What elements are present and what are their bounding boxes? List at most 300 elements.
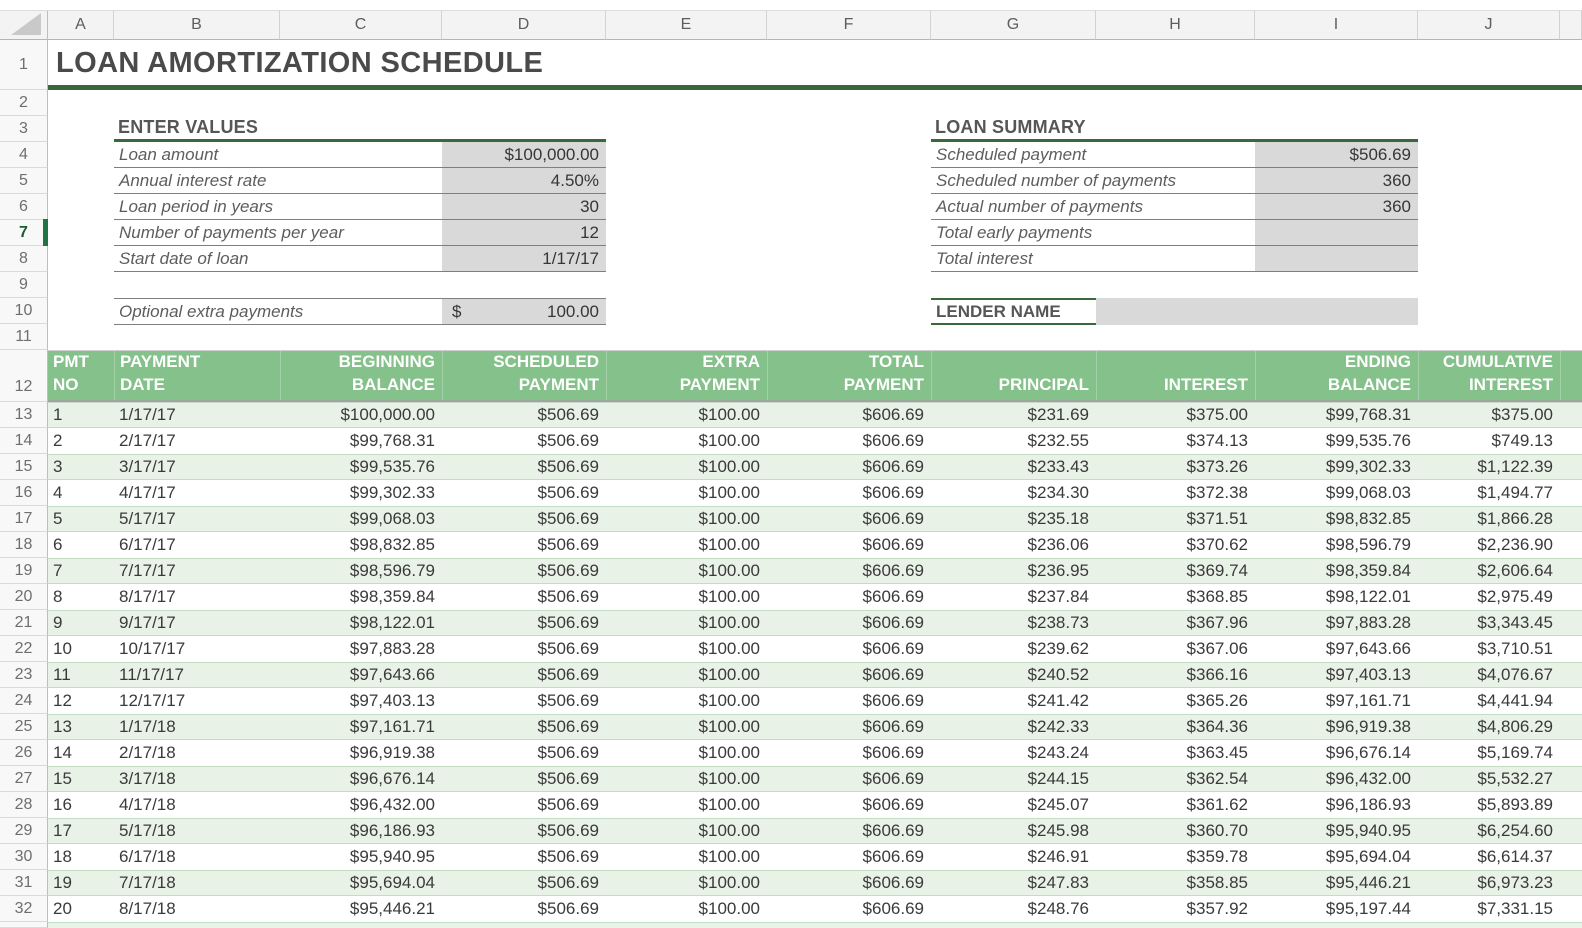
schedule-cell[interactable]: $97,883.28 <box>1325 613 1411 632</box>
loan-summary-label[interactable]: Total interest <box>936 248 1033 268</box>
form-row <box>931 142 1418 168</box>
schedule-cell[interactable]: $606.69 <box>862 743 924 762</box>
schedule-cell[interactable]: $96,432.00 <box>349 795 435 814</box>
schedule-cell[interactable]: $100.00 <box>698 405 760 424</box>
schedule-cell[interactable]: 14 <box>53 743 72 762</box>
column-header-E[interactable]: E <box>606 11 767 40</box>
row-header-11[interactable]: 11 <box>0 324 48 350</box>
schedule-cell[interactable]: $100.00 <box>698 873 760 892</box>
row-header-13[interactable]: 13 <box>0 402 48 428</box>
schedule-cell[interactable]: 4/17/18 <box>119 795 176 814</box>
schedule-cell[interactable]: 12 <box>53 691 72 710</box>
schedule-cell[interactable]: 3/17/17 <box>119 457 176 476</box>
schedule-cell[interactable]: 17 <box>53 821 72 840</box>
schedule-cell[interactable]: $367.06 <box>1186 639 1248 658</box>
schedule-cell[interactable]: $95,694.04 <box>1325 847 1411 866</box>
schedule-cell[interactable]: $98,832.85 <box>349 535 435 554</box>
schedule-cell[interactable]: $606.69 <box>862 639 924 658</box>
schedule-cell[interactable]: $5,169.74 <box>1477 743 1553 762</box>
row-header-26[interactable]: 26 <box>0 740 48 766</box>
schedule-cell[interactable]: $360.70 <box>1186 821 1248 840</box>
schedule-cell[interactable]: $95,197.44 <box>1325 899 1411 918</box>
schedule-cell[interactable]: $606.69 <box>862 613 924 632</box>
schedule-cell[interactable]: $98,359.84 <box>1325 561 1411 580</box>
schedule-cell[interactable]: $100.00 <box>698 535 760 554</box>
loan-summary-value[interactable]: 360 <box>1255 168 1418 193</box>
schedule-cell[interactable]: $357.92 <box>1186 899 1248 918</box>
schedule-cell[interactable]: 13 <box>53 717 72 736</box>
schedule-cell[interactable]: $506.69 <box>537 457 599 476</box>
schedule-column-header[interactable] <box>114 351 280 400</box>
row-header-7[interactable]: 7 <box>0 220 48 246</box>
schedule-cell[interactable]: $95,694.04 <box>349 873 435 892</box>
schedule-cell[interactable]: $100.00 <box>698 717 760 736</box>
lender-name-input[interactable] <box>1096 298 1418 325</box>
schedule-cell[interactable]: $98,359.84 <box>349 587 435 606</box>
schedule-cell[interactable]: $241.42 <box>1027 691 1089 710</box>
row-header-21[interactable]: 21 <box>0 610 48 636</box>
form-row <box>114 246 606 272</box>
schedule-cell[interactable]: $233.43 <box>1027 457 1089 476</box>
row-header-4[interactable]: 4 <box>0 142 48 168</box>
schedule-cell[interactable]: $100,000.00 <box>340 405 435 424</box>
schedule-cell[interactable]: 8/17/18 <box>119 899 176 918</box>
schedule-cell[interactable]: $247.83 <box>1027 873 1089 892</box>
schedule-cell[interactable]: $506.69 <box>537 509 599 528</box>
schedule-cell[interactable]: 9 <box>53 613 63 632</box>
schedule-cell[interactable]: $6,614.37 <box>1477 847 1553 866</box>
schedule-cell[interactable]: 12/17/17 <box>119 691 186 710</box>
enter-values-label[interactable]: Number of payments per year <box>119 222 344 242</box>
schedule-row <box>48 636 1582 662</box>
schedule-cell[interactable]: $100.00 <box>698 509 760 528</box>
schedule-cell[interactable]: $606.69 <box>862 587 924 606</box>
row-header-16[interactable]: 16 <box>0 480 48 506</box>
schedule-cell[interactable]: $606.69 <box>862 691 924 710</box>
schedule-row <box>48 610 1582 636</box>
schedule-cell[interactable]: $364.36 <box>1186 717 1248 736</box>
schedule-cell[interactable]: $98,832.85 <box>1325 509 1411 528</box>
schedule-cell[interactable]: $606.69 <box>862 431 924 450</box>
schedule-cell[interactable]: $506.69 <box>537 483 599 502</box>
schedule-column-header[interactable] <box>48 351 114 400</box>
schedule-cell[interactable]: $368.85 <box>1186 587 1248 606</box>
loan-summary-label[interactable]: Actual number of payments <box>936 196 1143 216</box>
schedule-cell[interactable]: $97,883.28 <box>349 639 435 658</box>
schedule-cell[interactable]: $239.62 <box>1027 639 1089 658</box>
schedule-cell[interactable]: $372.38 <box>1186 483 1248 502</box>
schedule-cell[interactable]: $96,919.38 <box>1325 717 1411 736</box>
schedule-cell[interactable]: $6,254.60 <box>1477 821 1553 840</box>
schedule-cell[interactable]: $369.74 <box>1186 561 1248 580</box>
schedule-cell[interactable]: $606.69 <box>862 561 924 580</box>
optional-extra-payments-input[interactable] <box>442 299 606 324</box>
schedule-cell[interactable]: $7,331.15 <box>1477 899 1553 918</box>
loan-summary-label[interactable]: Total early payments <box>936 222 1093 242</box>
schedule-cell[interactable]: $606.69 <box>862 483 924 502</box>
row-header-23[interactable]: 23 <box>0 662 48 688</box>
schedule-cell[interactable]: 2/17/17 <box>119 431 176 450</box>
schedule-cell[interactable]: 4/17/17 <box>119 483 176 502</box>
row-header-22[interactable]: 22 <box>0 636 48 662</box>
column-header-C[interactable]: C <box>280 11 442 40</box>
schedule-cell[interactable]: $245.07 <box>1027 795 1089 814</box>
schedule-cell[interactable]: $5,893.89 <box>1477 795 1553 814</box>
schedule-cell[interactable]: $749.13 <box>1491 431 1553 450</box>
schedule-cell[interactable]: 4 <box>53 483 63 502</box>
schedule-cell[interactable]: $97,643.66 <box>349 665 435 684</box>
schedule-cell[interactable]: 16 <box>53 795 72 814</box>
schedule-cell[interactable]: $2,606.64 <box>1477 561 1553 580</box>
schedule-cell[interactable]: 19 <box>53 873 72 892</box>
schedule-cell[interactable]: $98,122.01 <box>349 613 435 632</box>
schedule-column-header[interactable] <box>1096 351 1255 400</box>
enter-values-label[interactable]: Annual interest rate <box>119 170 267 190</box>
schedule-cell[interactable]: $96,432.00 <box>1325 769 1411 788</box>
schedule-cell[interactable]: $97,403.13 <box>349 691 435 710</box>
schedule-cell[interactable]: $96,676.14 <box>349 769 435 788</box>
schedule-cell[interactable]: $4,441.94 <box>1477 691 1553 710</box>
schedule-cell-partial <box>1560 792 1582 818</box>
schedule-cell[interactable]: $365.26 <box>1186 691 1248 710</box>
form-row <box>931 246 1418 272</box>
schedule-column-header[interactable] <box>442 351 606 400</box>
schedule-cell[interactable]: $366.16 <box>1186 665 1248 684</box>
schedule-cell[interactable]: $2,975.49 <box>1477 587 1553 606</box>
row-header-1[interactable]: 1 <box>0 40 48 90</box>
header-line1: EXTRA <box>702 352 760 372</box>
schedule-row <box>48 896 1582 922</box>
enter-values-value[interactable]: 1/17/17 <box>442 246 606 271</box>
schedule-cell[interactable]: $100.00 <box>698 561 760 580</box>
schedule-cell[interactable]: $1,122.39 <box>1477 457 1553 476</box>
schedule-cell[interactable]: $100.00 <box>698 483 760 502</box>
schedule-cell[interactable]: $99,302.33 <box>1325 457 1411 476</box>
schedule-cell[interactable]: $506.69 <box>537 665 599 684</box>
row-header-30[interactable]: 30 <box>0 844 48 870</box>
row-header-17[interactable]: 17 <box>0 506 48 532</box>
schedule-cell[interactable]: $606.69 <box>862 457 924 476</box>
title-underline <box>48 85 1582 90</box>
row-header-3[interactable]: 3 <box>0 116 48 142</box>
schedule-cell[interactable]: 3/17/18 <box>119 769 176 788</box>
schedule-cell[interactable]: $606.69 <box>862 405 924 424</box>
column-header-partial[interactable] <box>1560 11 1582 40</box>
schedule-column-header[interactable] <box>931 351 1096 400</box>
schedule-cell[interactable]: $235.18 <box>1027 509 1089 528</box>
schedule-cell[interactable]: 1/17/18 <box>119 717 176 736</box>
schedule-cell[interactable]: 11 <box>53 665 71 684</box>
select-all-triangle-icon <box>5 11 45 37</box>
schedule-cell[interactable]: $3,710.51 <box>1477 639 1553 658</box>
schedule-cell[interactable]: 1/17/17 <box>119 405 176 424</box>
row-header-14[interactable]: 14 <box>0 428 48 454</box>
schedule-cell[interactable]: $240.52 <box>1027 665 1089 684</box>
enter-values-heading[interactable]: ENTER VALUES <box>114 116 606 142</box>
schedule-cell[interactable]: $2,236.90 <box>1477 535 1553 554</box>
schedule-cell[interactable]: $606.69 <box>862 795 924 814</box>
schedule-cell[interactable]: $506.69 <box>537 691 599 710</box>
header-line1: TOTAL <box>868 352 924 372</box>
schedule-cell[interactable]: $5,532.27 <box>1477 769 1553 788</box>
schedule-cell[interactable]: $100.00 <box>698 639 760 658</box>
enter-values-value[interactable]: 12 <box>442 220 606 245</box>
schedule-cell[interactable]: 15 <box>53 769 72 788</box>
enter-values-value[interactable]: $100,000.00 <box>442 142 606 167</box>
schedule-cell[interactable]: $358.85 <box>1186 873 1248 892</box>
schedule-cell[interactable]: $4,076.67 <box>1477 665 1553 684</box>
schedule-cell[interactable]: $100.00 <box>698 847 760 866</box>
loan-summary-heading[interactable]: LOAN SUMMARY <box>931 116 1418 142</box>
schedule-cell[interactable]: 11/17/17 <box>119 665 184 684</box>
row-header-20[interactable]: 20 <box>0 584 48 610</box>
schedule-cell[interactable]: $97,403.13 <box>1325 665 1411 684</box>
schedule-cell[interactable]: $95,940.95 <box>1325 821 1411 840</box>
schedule-cell[interactable]: $246.91 <box>1027 847 1089 866</box>
row-header-12[interactable]: 12 <box>0 350 48 402</box>
column-header-H[interactable]: H <box>1096 11 1255 40</box>
schedule-cell[interactable]: $96,186.93 <box>1325 795 1411 814</box>
schedule-column-header[interactable] <box>1418 351 1560 400</box>
schedule-cell[interactable]: $506.69 <box>537 405 599 424</box>
schedule-cell[interactable]: $95,940.95 <box>349 847 435 866</box>
row-header-15[interactable]: 15 <box>0 454 48 480</box>
schedule-cell[interactable]: $99,068.03 <box>1325 483 1411 502</box>
row-header-25[interactable]: 25 <box>0 714 48 740</box>
schedule-cell-partial <box>1560 662 1582 688</box>
row-header-19[interactable]: 19 <box>0 558 48 584</box>
schedule-cell[interactable]: $506.69 <box>537 717 599 736</box>
sheet-title[interactable]: LOAN AMORTIZATION SCHEDULE <box>56 46 544 79</box>
schedule-cell[interactable]: $373.26 <box>1186 457 1248 476</box>
schedule-cell[interactable]: $367.96 <box>1186 613 1248 632</box>
row-header-29[interactable]: 29 <box>0 818 48 844</box>
schedule-cell[interactable]: $100.00 <box>698 431 760 450</box>
schedule-cell[interactable]: 7/17/17 <box>119 561 176 580</box>
schedule-cell[interactable]: $236.06 <box>1027 535 1089 554</box>
schedule-cell[interactable]: 9/17/17 <box>119 613 176 632</box>
enter-values-label[interactable]: Start date of loan <box>119 248 249 268</box>
row-header-6[interactable]: 6 <box>0 194 48 220</box>
schedule-cell[interactable]: $362.54 <box>1186 769 1248 788</box>
schedule-cell[interactable]: $99,768.31 <box>1325 405 1411 424</box>
schedule-cell[interactable]: 10 <box>53 639 72 658</box>
schedule-cell[interactable]: $361.62 <box>1186 795 1248 814</box>
schedule-cell[interactable]: $506.69 <box>537 613 599 632</box>
schedule-cell[interactable]: $506.69 <box>537 561 599 580</box>
schedule-cell[interactable]: $606.69 <box>862 821 924 840</box>
enter-values-value[interactable]: 4.50% <box>442 168 606 193</box>
schedule-cell[interactable]: $99,068.03 <box>349 509 435 528</box>
schedule-cell[interactable]: $97,161.71 <box>349 717 435 736</box>
schedule-cell[interactable]: $243.24 <box>1027 743 1089 762</box>
schedule-cell[interactable]: $245.98 <box>1027 821 1089 840</box>
schedule-cell[interactable]: $98,122.01 <box>1325 587 1411 606</box>
header-line1: SCHEDULED <box>493 352 599 372</box>
schedule-cell[interactable]: $606.69 <box>862 535 924 554</box>
form-row <box>114 142 606 168</box>
schedule-cell[interactable]: $506.69 <box>537 795 599 814</box>
column-header-I[interactable]: I <box>1255 11 1418 40</box>
schedule-cell[interactable]: $238.73 <box>1027 613 1089 632</box>
schedule-cell[interactable]: $97,643.66 <box>1325 639 1411 658</box>
row-header-5[interactable]: 5 <box>0 168 48 194</box>
schedule-cell[interactable]: $371.51 <box>1186 509 1248 528</box>
schedule-cell[interactable]: $96,919.38 <box>349 743 435 762</box>
schedule-cell[interactable]: $506.69 <box>537 821 599 840</box>
schedule-cell[interactable]: $1,494.77 <box>1477 483 1553 502</box>
schedule-cell[interactable]: $370.62 <box>1186 535 1248 554</box>
schedule-cell[interactable]: $100.00 <box>698 613 760 632</box>
schedule-cell[interactable]: $606.69 <box>862 769 924 788</box>
schedule-column-header[interactable] <box>1255 351 1418 400</box>
schedule-cell[interactable]: 8/17/17 <box>119 587 176 606</box>
schedule-cell[interactable]: $97,161.71 <box>1325 691 1411 710</box>
enter-values-label[interactable]: Loan period in years <box>119 196 274 216</box>
loan-summary-label[interactable]: Scheduled number of payments <box>936 170 1177 190</box>
select-all-corner[interactable] <box>0 11 48 40</box>
schedule-column-header[interactable] <box>606 351 767 400</box>
schedule-cell[interactable]: $506.69 <box>537 743 599 762</box>
column-header-J[interactable]: J <box>1418 11 1560 40</box>
schedule-cell[interactable]: $99,768.31 <box>349 431 435 450</box>
column-header-G[interactable]: G <box>931 11 1096 40</box>
schedule-cell[interactable]: $95,446.21 <box>349 899 435 918</box>
schedule-cell[interactable]: $98,596.79 <box>1325 535 1411 554</box>
schedule-cell[interactable]: 2/17/18 <box>119 743 176 762</box>
schedule-cell[interactable]: 1 <box>53 405 63 424</box>
row-header-8[interactable]: 8 <box>0 246 48 272</box>
schedule-cell[interactable]: $606.69 <box>862 665 924 684</box>
schedule-column-header[interactable] <box>767 351 931 400</box>
header-line2: BALANCE <box>1327 374 1411 394</box>
schedule-cell[interactable]: $6,973.23 <box>1477 873 1553 892</box>
schedule-cell[interactable]: $606.69 <box>862 899 924 918</box>
schedule-cell[interactable]: $506.69 <box>537 769 599 788</box>
schedule-cell[interactable]: 5/17/17 <box>119 509 176 528</box>
schedule-cell[interactable]: $606.69 <box>862 509 924 528</box>
schedule-cell[interactable]: $100.00 <box>698 821 760 840</box>
schedule-cell[interactable]: $506.69 <box>537 873 599 892</box>
schedule-cell[interactable]: $237.84 <box>1027 587 1089 606</box>
schedule-cell[interactable]: $606.69 <box>862 717 924 736</box>
row-header-9[interactable]: 9 <box>0 272 48 298</box>
schedule-cell[interactable]: $100.00 <box>698 899 760 918</box>
schedule-cell[interactable]: $506.69 <box>537 899 599 918</box>
header-line2: BALANCE <box>351 374 435 394</box>
schedule-cell[interactable]: $98,596.79 <box>349 561 435 580</box>
schedule-cell[interactable]: $242.33 <box>1027 717 1089 736</box>
schedule-cell[interactable]: $506.69 <box>537 431 599 450</box>
schedule-cell[interactable]: $374.13 <box>1186 431 1248 450</box>
schedule-cell[interactable]: $96,676.14 <box>1325 743 1411 762</box>
schedule-cell[interactable]: 7/17/18 <box>119 873 176 892</box>
schedule-cell[interactable]: $606.69 <box>862 873 924 892</box>
schedule-cell[interactable]: $99,535.76 <box>1325 431 1411 450</box>
schedule-cell[interactable]: $96,186.93 <box>349 821 435 840</box>
schedule-cell[interactable]: 6/17/18 <box>119 847 176 866</box>
enter-values-rows <box>114 142 606 272</box>
schedule-cell[interactable]: $100.00 <box>698 795 760 814</box>
schedule-cell-partial <box>1560 454 1582 480</box>
schedule-cell[interactable]: $100.00 <box>698 769 760 788</box>
schedule-cell[interactable]: $100.00 <box>698 457 760 476</box>
schedule-cell[interactable]: $4,806.29 <box>1477 717 1553 736</box>
row-header-2[interactable]: 2 <box>0 90 48 116</box>
schedule-cell[interactable]: $231.69 <box>1027 405 1089 424</box>
row-header-32[interactable]: 32 <box>0 896 48 922</box>
loan-summary-value[interactable]: $506.69 <box>1255 142 1418 167</box>
row-header-18[interactable]: 18 <box>0 532 48 558</box>
schedule-cell[interactable]: 10/17/17 <box>119 639 186 658</box>
enter-values-value[interactable]: 30 <box>442 194 606 219</box>
schedule-cell[interactable]: 18 <box>53 847 72 866</box>
schedule-cell[interactable]: 3 <box>53 457 63 476</box>
schedule-cell[interactable]: $99,302.33 <box>349 483 435 502</box>
schedule-cell[interactable]: $1,866.28 <box>1477 509 1553 528</box>
schedule-cell[interactable]: $506.69 <box>537 847 599 866</box>
schedule-cell[interactable]: $99,535.76 <box>349 457 435 476</box>
column-header-A[interactable]: A <box>48 11 114 40</box>
loan-summary-value[interactable]: 360 <box>1255 194 1418 219</box>
schedule-cell[interactable]: 8 <box>53 587 63 606</box>
schedule-cell[interactable]: $244.15 <box>1027 769 1089 788</box>
schedule-cell[interactable]: $248.76 <box>1027 899 1089 918</box>
schedule-column-header[interactable] <box>280 351 442 400</box>
column-header-F[interactable]: F <box>767 11 931 40</box>
schedule-cell[interactable]: 6 <box>53 535 63 554</box>
schedule-cell[interactable]: $606.69 <box>862 847 924 866</box>
loan-summary-value[interactable] <box>1255 246 1418 271</box>
schedule-cell[interactable]: $363.45 <box>1186 743 1248 762</box>
schedule-cell[interactable]: 5 <box>53 509 63 528</box>
schedule-cell[interactable]: $506.69 <box>537 535 599 554</box>
row-header-28[interactable]: 28 <box>0 792 48 818</box>
column-header-D[interactable]: D <box>442 11 606 40</box>
schedule-cell[interactable]: $506.69 <box>537 639 599 658</box>
schedule-cell[interactable]: $375.00 <box>1186 405 1248 424</box>
schedule-cell[interactable]: 7 <box>53 561 63 580</box>
schedule-cell[interactable]: $375.00 <box>1491 405 1553 424</box>
schedule-cell[interactable]: $95,446.21 <box>1325 873 1411 892</box>
schedule-cell[interactable]: $506.69 <box>537 587 599 606</box>
schedule-cell[interactable]: $100.00 <box>698 587 760 606</box>
form-row <box>931 168 1418 194</box>
row-header-24[interactable]: 24 <box>0 688 48 714</box>
schedule-cell[interactable]: $100.00 <box>698 665 760 684</box>
lender-name-label[interactable]: LENDER NAME <box>931 298 1096 325</box>
row-header-27[interactable]: 27 <box>0 766 48 792</box>
schedule-cell[interactable]: $234.30 <box>1027 483 1089 502</box>
loan-summary-value[interactable] <box>1255 220 1418 245</box>
row-header-31[interactable]: 31 <box>0 870 48 896</box>
schedule-cell[interactable]: 20 <box>53 899 72 918</box>
schedule-cell[interactable]: $232.55 <box>1027 431 1089 450</box>
schedule-cell[interactable]: 2 <box>53 431 63 450</box>
column-header-B[interactable]: B <box>114 11 280 40</box>
schedule-cell[interactable]: 5/17/18 <box>119 821 176 840</box>
schedule-cell[interactable]: $100.00 <box>698 691 760 710</box>
schedule-cell[interactable]: $236.95 <box>1027 561 1089 580</box>
loan-summary-label[interactable]: Scheduled payment <box>936 144 1087 164</box>
schedule-cell[interactable]: $3,343.45 <box>1477 613 1553 632</box>
optional-extra-payments-label[interactable]: Optional extra payments <box>119 301 304 321</box>
schedule-cell[interactable]: $359.78 <box>1186 847 1248 866</box>
row-header-10[interactable]: 10 <box>0 298 48 324</box>
schedule-cell[interactable]: 6/17/17 <box>119 535 176 554</box>
enter-values-label[interactable]: Loan amount <box>119 144 219 164</box>
schedule-cell[interactable]: $100.00 <box>698 743 760 762</box>
